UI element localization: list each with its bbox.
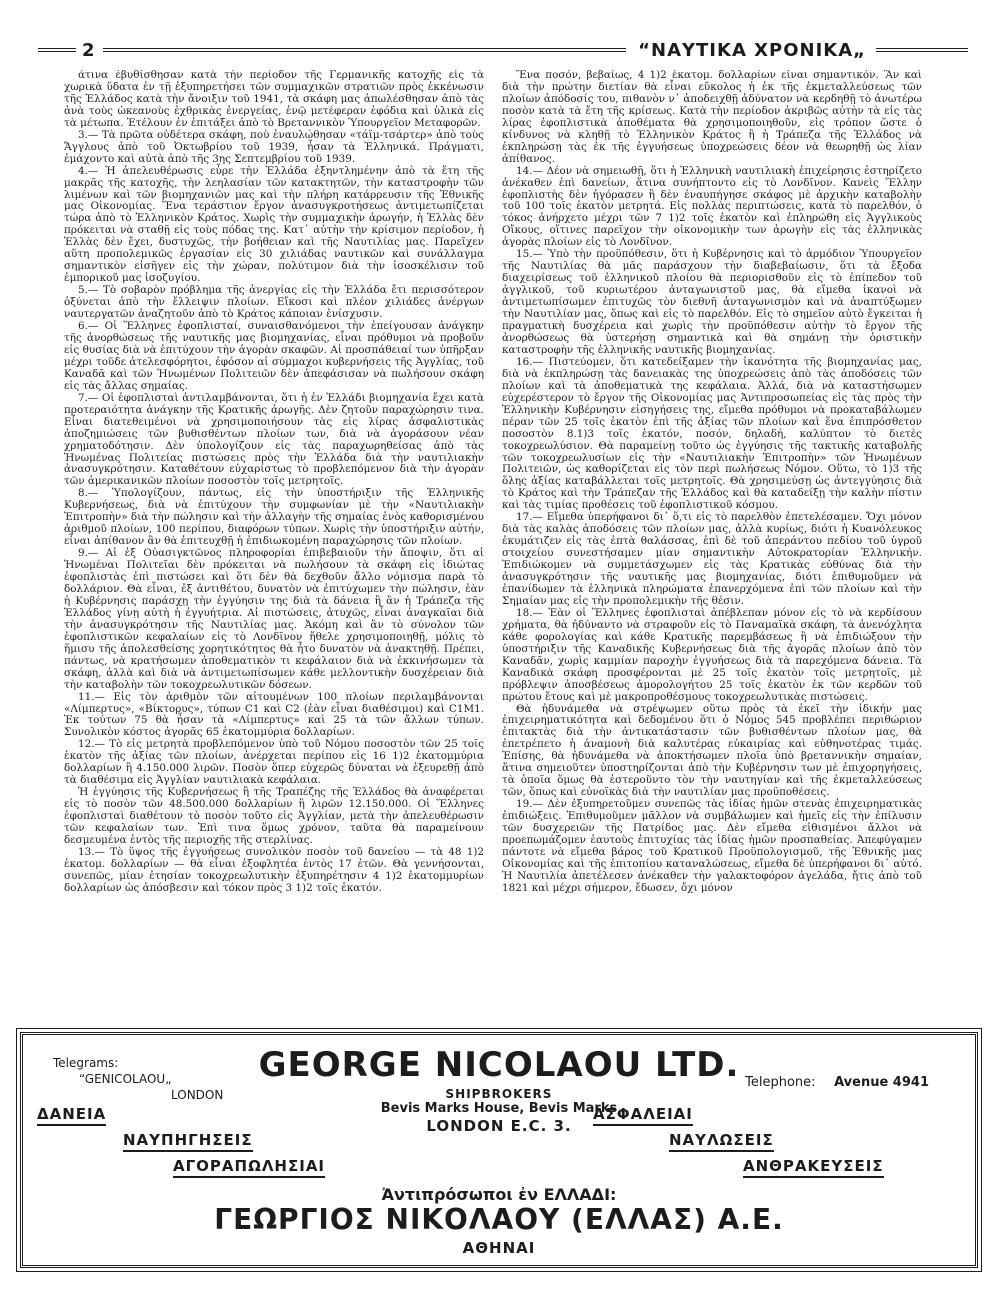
ad-subtitle: SHIPBROKERS xyxy=(445,1087,553,1101)
header-rule xyxy=(876,48,968,52)
paragraph: 8.— Ὑπολογίζουν, πάντως, εἰς τὴν ὑποστήριξιν τῆς Ἑλληνικῆς Κυβερνήσεως, διὰ νὰ ἐπιτύχουν τὴν συμφωνίαν μὲ τὴν «Ναυτιλιακὴν Ἐπιτροπὴν» διὰ τὴν πώλησιν καὶ τὴν ἀλλαγὴν τῆς σημαίας ἑνὸς καθορισμένου ἀριθμοῦ πλοίων, 100 περίπου, διαφόρων τύπων. Χωρὶς τὴν ὑποστήριξιν αὐτήν, εἶναι ἀπίθανον ἂν θὰ ἐπιτευχθῇ ἡ ἐπιδιωκομένη παραχώρησις τῶν πλοίων. xyxy=(64,487,484,548)
article-body xyxy=(64,70,922,1024)
paragraph: 9.— Αἱ ἐξ Οὐασιγκτῶνος πληροφορίαι ἐπιβεβαιοῦν τὴν ἄποψιν, ὅτι αἱ Ἡνωμέναι Πολιτεῖαι δὲν πρόκειται νὰ πωλήσουν τὰ σκάφη εἰς ἰδιώτας ἐφοπλιστὰς ἐπὶ πιστώσει καὶ ὅτι δὲν θὰ δεχθοῦν ἄλλο νόμισμα παρὰ τὸ δολλάριον. Θὰ εἶναι, ἐξ ἀντιθέτου, δυνατὸν νὰ ἐπιτύχωμεν τὴν πώλησιν, ἐὰν ἡ Κυβέρνησις παράσχῃ τὴν ἐγγύησιν της διὰ τὰ δάνεια ἢ ἂν ἡ Τράπεζα τῆς Ἑλλάδος γίνῃ αὐτὴ ἡ ἐγγυήτρια. Αἱ πιστώσεις, ἀτυχῶς, εἶναι ἀναγκαῖαι διὰ τὴν ἀνασυγκρότησιν τῆς Ναυτιλίας μας. Ἀκόμη καὶ ἂν τὸ σύνολον τῶν ἐφοπλιστικῶν κεφαλαίων εἰς τὸ Λονδῖνον ἤθελε χρησιμοποιηθῇ, μόλις τὸ ἥμισυ τῆς ἀπολεσθείσης χορητικότητος θὰ ἦτο δυνατὸν νὰ ἀνακτηθῇ. Πρέπει, πάντως, νὰ κρατήσωμεν ἀποθεματικὸν τι κεφάλαιον διὰ νὰ ἐκκινήσωμεν τὰ σκάφη, ἀλλὰ καὶ διὰ νὰ ἀντιμετωπίσωμεν κάθε μελλοντικὴν δυσχέρειαν διὰ τὴν καταβολὴν τῶν τοκοχρεωλυτικῶν δόσεων. xyxy=(64,547,484,691)
page-header xyxy=(38,36,968,64)
paragraph: 18.— Ἐὰν οἱ Ἕλληνες ἐφοπλισταὶ ἀπέβλεπαν μόνον εἰς τὸ νὰ κερδίσουν χρήματα, θὰ ἠδύναντο νὰ στραφοῦν εἰς τὸ Παναμαϊκὰ σκάφη, τὰ ἀνενόχλητα κάθε φορολογίας καὶ κάθε Κρατικῆς παρεμβάσεως ἢ νὰ ἐπιδιώξουν τὴν ὑποστήριξιν τῆς Καναδικῆς Κυβερνήσεως διὰ τῆς ἀγορᾶς πλοίων ἀπὸ τὸν Καναδᾶν, χωρὶς καμμίαν παροχὴν ἐγγυήσεως διὰ τὰ παρεχόμενα δάνεια. Τὰ Καναδικὰ σκάφη προσφέρονται μὲ 25 τοῖς ἑκατὸν τοῖς μετρητοῖς, μὲ πρόβλεψιν ἀποσβέσεως ἀμορολογήτου 25 τοῖς ἑκατὸν ἐκ τῶν κερδῶν τοῦ πρώτου ἔτους καὶ μὲ μακροπροθέσμους τοκοχρεωλυτικὰς πιστώσεις. xyxy=(502,606,922,703)
paragraph: Ἕνα ποσόν, βεβαίως, 4 1)2 ἑκατομ. δολλαρίων εἶναι σημαντικόν. Ἂν καὶ διὰ τὴν πρώτην διετίαν θὰ εἶναι εὔκολος ἡ ἐκ τῆς ἐκμεταλλεύσεως τῶν πλοίων ἀπόδοσίς του, πιθανὸν ν᾽ ἀποδειχθῇ ἀδύνατον νὰ κερδηθῇ τὸ ἀνωτέρω ποσὸν κατὰ τὰ ἔτη τῆς κρίσεως. Κατὰ τὴν περίοδον ἀκριβῶς αὐτὴν τὰ εἰς τὰς λίρας ἐφοπλιστικὰ ἀποθέματα θὰ χρησιμοποιηθοῦν, εἰς τρόπον ὥστε ὁ κίνδυνος νὰ κληθῇ τὸ Ἑλληνικὸν Κράτος ἢ ἡ Τράπεζα τῆς Ἑλλάδος νὰ ἐκπληρώσῃ τὰς ἐκ τῆς ἐγγυήσεως ὑποχρεώσεις δέον νὰ θεωρηθῇ ὡς λίαν ἀπίθανος. xyxy=(502,70,922,165)
paragraph: 7.— Οἱ ἐφοπλισταὶ ἀντιλαμβάνονται, ὅτι ἡ ἐν Ἑλλάδι βιομηχανία ἔχει κατὰ προτεραιότητα ἀνάγκην τῆς Κρατικῆς ἀρωγῆς. Δὲν ζητοῦν παραχώρησιν τινα. Εἶναι διατεθειμένοι νὰ χρησιμοποιήσουν τὰς εἰς λίρας ἀσφαλιστικὰς ἀποζημιώσεις τῶν βυθισθέντων πλοίων των, διὰ νὰ ἀγοράσουν νέαν χρηματοδότησιν. Δὲν ὑπολογίζουν εἰς τὰς παραχωρηθείσας ἀπὸ τὰς Ἡνωμένας Πολιτείας πιστώσεις πρὸς τὴν Ἑλλάδα διὰ τὴν ναυτιλιακὴν ἀνασυγκρότησιν. Καταθέτουν εὐχαρίστως τὸ προβλεπόμενον διὰ τὴν ἀγορὰν τῶν ἀμερικανικῶν πλοίων ποσοστὸν τοῖς μετρητοῖς. xyxy=(64,391,484,488)
paragraph: 4.— Ἡ ἀπελευθέρωσις εὗρε τὴν Ἑλλάδα ἐξηντλημένην ἀπὸ τὰ ἔτη τῆς μακρᾶς τῆς κατοχῆς, τὴν λεηλασίαν τῶν κατακτητῶν, τὴν καταστροφὴν τῶν λιμένων καὶ τῶν βιομηχανιῶν μας καὶ τὴν πλήρη κατάρρευσιν τῆς Ἐθνικῆς μας Οἰκονομίας. Ἕνα τεράστιον ἔργον ἀνασυγκροτήσεως ἀντιμετωπίζεται τώρα ἀπὸ τὸ Ἑλληνικὸν Κράτος. Χωρὶς τὴν συμμαχικὴν ἀρωγήν, ἡ Ἑλλὰς δὲν πρόκειται νὰ σταθῇ εἰς τοὺς πόδας της. Κατ᾽ αὐτὴν τὴν κρίσιμον περίοδον, ἡ Ἑλλὰς δὲν ἔχει, δυστυχῶς, τὴν βοήθειαν καὶ τῆς Ναυτιλίας μας. Παρεῖχεν αὕτη προπολεμικῶς ἐργασίαν εἰς 30 χιλιάδας ναυτικῶν καὶ συνάλλαγμα σημαντικὸν εἰσῆγεν εἰς τὴν χώραν, πολύτιμον διὰ τὴν ἰσοσκέλισιν τοῦ ἐμπορικοῦ μας ἰσοζυγίου. xyxy=(64,164,484,285)
representatives-title: Ἀντιπρόσωποι ἐν ΕΛΛΑΔΙ: xyxy=(381,1185,617,1204)
paragraph: 12.— Τὸ εἰς μετρητὰ προβλεπόμενον ὑπὸ τοῦ Νόμου ποσοστὸν τῶν 25 τοῖς ἑκατὸν τῆς ἀξίας τῶν πλοίων, ἀνέρχεται περίπου εἰς 16 1)2 ἑκατομμύρια δολλαρίων ἢ 4.150.000 λιρῶν. Ποσὸν ὅπερ εὐχερῶς δύναται νὰ ἐξευρεθῇ ἀπὸ τὰ διαθέσιμα εἰς Ἀγγλίαν ναυτιλιακὰ κεφάλαια. xyxy=(64,738,484,787)
paragraph: 11.— Εἰς τὸν ἀριθμὸν τῶν αἰτουμένων 100 πλοίων περιλαμβάνονται «Λίμπερτυς», «Βίκτορυς», τύπων C1 καὶ C2 (ἐὰν εἶναι διαθέσιμοι) καὶ C1M1. Ἐκ τούτων 75 θὰ ἦσαν τὰ «Λίμπερτυς» καὶ 25 τὰ τῶν ἄλλων τύπων. Συνολικὸν κόστος ἀγορᾶς 65 ἑκατομμύρια δολλαρίων. xyxy=(64,690,484,739)
page-number: 2 xyxy=(82,39,95,61)
paragraph: 17.— Εἴμεθα ὑπερήφανοι δι᾽ ὅ,τι εἰς τὸ παρελθὸν ἐπετελέσαμεν. Ὄχι μόνον διὰ τὰς καλὰς ἀποδόσεις τῶν πλοίων μας, ἀλλὰ κυρίως, διότι ἡ Κυανόλευκος ἐκυμάτιζεν εἰς τὰς ἑπτὰ θαλάσσας, ἐπὶ δὲ τοῦ ἀπεράντου πεδίου τοῦ ὑγροῦ στοιχείου συνεστήσαμεν μίαν σημαντικὴν Αὐτοκρατορίαν Ἑλληνικήν. Ἐπιδιώκομεν νὰ συμμετάσχωμεν εἰς τὰς Κρατικὰς εὐθύνας διὰ τὴν ἀνασυγκρότησιν τῆς ναυτικῆς μας βιομηχανίας, διότι ἐπιθυμοῦμεν νὰ ἐπανίδωμεν τὰ ἑλληνικὰ πληρώματα ἐπανερχόμενα ἐπὶ τῶν πλοίων καὶ τὴν Σημαίαν μας εἰς τὴν προπολεμικὴν τῆς θέσιν. xyxy=(502,511,922,607)
ad-address: Bevis Marks House, Bevis Marks xyxy=(380,1101,618,1116)
representatives-city: ΑΘΗΝΑΙ xyxy=(462,1239,536,1257)
service-charters: ΝΑΥΛΩΣΕΙΣ xyxy=(669,1131,774,1152)
left-column xyxy=(64,70,484,1024)
paragraph: 3.— Τὰ πρῶτα οὐδέτερα σκάφη, ποὺ ἐναυλώθησαν «τάϊμ-τσάρτερ» ἀπὸ τοὺς Ἄγγλους ἀπὸ τοῦ Ὀκτωβρίου τοῦ 1939, ἦσαν τὰ Ἑλληνικά. Πράγματι, ἐμάχοντο καὶ αὐτὰ ἀπὸ τῆς 3ης Σεπτεμβρίου τοῦ 1939. xyxy=(64,128,484,165)
advertisement-box xyxy=(20,1032,978,1268)
paragraph: 6.— Οἱ Ἕλληνες ἐφοπλισταί, συναισθανόμενοι τὴν ἐπείγουσαν ἀνάγκην τῆς ἀνορθώσεως τῆς ναυτικῆς μας βιομηχανίας, εἶναι πρόθυμοι νὰ προβοῦν εἰς θυσίας διὰ νὰ ἐπιτύχουν τὴν ἀγορὰν σκαφῶν. Αἱ προσπάθειαί των ὑπῆρξαν μέχρι τοῦδε ἀτελεσφόρητοι, ἐφόσον αἱ σύμμαχοι κυβερνήσεις τῆς Ἀγγλίας, τοῦ Καναδᾶ καὶ τῶν Ἡνωμένων Πολιτειῶν δὲν ἀπεφάσισαν νὰ πωλήσουν σκάφη εἰς τὰς ἄλλας σημαίας. xyxy=(64,320,484,392)
paragraph: 13.— Τὸ ὕψος τῆς ἐγγυήσεως συνολικὸν ποσὸν τοῦ δανείου — τὰ 48 1)2 ἑκατομ. δολλαρίων — θὰ εἶναι ἐξοφλητέα ἐντὸς 17 ἐτῶν. Θὰ γεννήσονται, συνεπῶς, μίαν ἐτησίαν τοκοχρεωλυτικὴν ἐξυπηρέτησιν 4 1)2 ἑκατομμυρίων δολλαρίων ὡς ἀπόσβεσιν καὶ τόκον πρὸς 3 1)2 τοῖς ἑκατόν. xyxy=(64,845,484,894)
service-insurance: ΑΣΦΑΛΕΙΑΙ xyxy=(593,1105,693,1126)
paragraph: 15.— Ὑπὸ τὴν προϋπόθεσιν, ὅτι ἡ Κυβέρνησις καὶ τὸ ἁρμόδιον Ὑπουργεῖον τῆς Ναυτιλίας θὰ μᾶς παράσχουν τὴν διαβεβαίωσιν, ὅτι τὰ ἔξοδα διαχειρίσεως τοῦ ἑλληνικοῦ πλοίου θὰ περιορισθοῦν εἰς τὸ ἐπίπεδον τοῦ ἀγγλικοῦ, τοῦ κυριωτέρου ἀνταγωνιστοῦ μας, θὰ εἴμεθα ἱκανοὶ νὰ ἀντιμετωπίσωμεν ἐπιτυχῶς τὸν διεθνῆ ἀνταγωνισμὸν καὶ νὰ ἀναπτύξωμεν τὴν Ναυτιλίαν μας, ὅπως καὶ εἰς τὸ παρελθόν. Εἰς τὸ σημεῖον αὐτὸ ἔγκειται ἡ πραγματικὴ δυσχέρεια καὶ χωρὶς τὴν προϋπόθεσιν αὐτὴν τὸ ἔργον τῆς ἀνορθώσεως θὰ ὑστερήσῃ σημαντικὰ καὶ θὰ σημάνῃ τὴν ὁριστικὴν καταστροφὴν τῆς ἑλληνικῆς ναυτικῆς βιομηχανίας. xyxy=(502,248,922,356)
header-rule xyxy=(103,48,627,52)
telephone-label: Telephone: xyxy=(745,1075,816,1090)
masthead-title: “ΝΑΥΤΙΚΑ ΧΡΟΝΙΚΑ„ xyxy=(638,39,866,61)
paragraph: 19.— Δὲν ἐξυπηρετοῦμεν συνεπῶς τὰς ἰδίας ἡμῶν στενὰς ἐπιχειρηματικὰς ἐπιδιώξεις. Ἐπιθυμοῦμεν μᾶλλον νὰ συμβάλωμεν καὶ ἡμεῖς εἰς τὴν ἐπίλυσιν τῶν δυσχερειῶν τῆς Πατρίδος μας. Δὲν εἴμεθα εἰθισμένοι ἄλλοι νὰ προεπωμάζομεν ἑαυτοὺς ἐπιτυχίας τὰς ἰδίας ἡμῶν προσπαθείας. Ἀπεφύγαμεν πάντοτε νὰ εἴμεθα βάρος τοῦ Κρατικοῦ Προϋπολογισμοῦ, τῆς Ἐθνικῆς μας Οἰκονομίας καὶ τῆς ἐπιτοπίου καταναλώσεως, εἴμεθα δὲ ὑπερήφανοι δι᾽ αὐτό. Ἡ Ναυτιλία ἀπετέλεσεν ἀνέκαθεν τὴν γαλακτοφόρον ἀγελάδα, ἤτις ἀπὸ τοῦ 1821 καὶ μέχρι σήμερον, ἔδωσεν, ὄχι μόνον xyxy=(502,798,922,894)
header-rule xyxy=(38,48,76,52)
service-loans: ΔΑΝΕΙΑ xyxy=(37,1105,106,1126)
paragraph: 14.— Δέον νὰ σημειωθῇ, ὅτι ἡ Ἑλληνικὴ ναυτιλιακὴ ἐπιχείρησις ἐστηρίζετο ἀνέκαθεν ἐπὶ δανείων, ἅτινα συνήπτοντο εἰς τὸ Λονδῖνον. Κανεὶς Ἕλλην ἐφοπλιστὴς δὲν ἠγόρασεν ἢ δὲν ἐναυπήγησε σκάφος μὲ ἀρχικὴν καταβολὴν τοῦ 100 τοῖς ἑκατὸν μετρητά. Εἰς πολλὰς περιπτώσεις, κατὰ τὸ παρελθόν, ὁ τόκος ἀνήρχετο μέχρι τῶν 7 1)2 τοῖς ἑκατὸν καὶ ἐπληρώθη εἰς Ἀγγλικοὺς Οἴκους, οἵτινες παρεῖχον τὴν οἰκονομικὴν των ἀρωγὴν εἰς τὰς ἑλληνικὰς ἀγορὰς πλοίων εἰς τὸ Λονδῖνον. xyxy=(502,164,922,249)
telephone-value: Avenue 4941 xyxy=(834,1075,929,1090)
right-column xyxy=(502,70,922,1024)
paragraph: 5.— Τὸ σοβαρὸν πρόβλημα τῆς ἀνεργίας εἰς τὴν Ἑλλάδα ἔτι περισσότερον ὀξύνεται ἀπὸ τὴν ἔλλειψιν πλοίων. Εἴκοσι καὶ πλέον χιλιάδες ἀνέργων ναυτεργατῶν ἀναζητοῦν ἀπὸ τὸ Κράτος κάποιαν ἐνίσχυσιν. xyxy=(64,284,484,321)
telegrams-code: “GENICOLAOU„ xyxy=(79,1072,172,1086)
telegrams-label: Telegrams: xyxy=(53,1056,119,1070)
service-bunkering: ΑΝΘΡΑΚΕΥΣΕΙΣ xyxy=(743,1157,884,1178)
telegrams-city: LONDON xyxy=(171,1088,224,1102)
ad-city: LONDON E.C. 3. xyxy=(426,1117,572,1135)
service-shipbuilding: ΝΑΥΠΗΓΗΣΕΙΣ xyxy=(123,1131,253,1152)
paragraph: Ἡ ἐγγύησις τῆς Κυβερνήσεως ἢ τῆς Τραπέζης τῆς Ἑλλάδος θὰ ἀναφέρεται εἰς τὸ ποσὸν τῶν 48.500.000 δολλαρίων ἢ λιρῶν 12.150.000. Οἱ Ἕλληνες ἐφοπλισταὶ διαθέτουν τὸ ποσὸν τοῦτο εἰς Ἀγγλίαν, μετὰ τὴν ἀπελευθέρωσιν τῶν κεφαλαίων των. Ἐπὶ τινα ὅμως χρόνον, ταῦτα θὰ παραμείνουν δεσμευμένα ἐντὸς τῆς περιοχῆς τῆς στερλίνας. xyxy=(64,786,484,846)
paragraph: 16.— Πιστεύομεν, ὅτι κατεδείξαμεν τὴν ἱκανότητα τῆς βιομηχανίας μας, διὰ νὰ ἐκπληρώσῃ τὰς δανειακὰς της ὑποχρεώσεις ἀπὸ τὰς ἀποδόσεις τῶν πλοίων καὶ τὰ ἀποθεματικὰ της κεφάλαια. Ἀλλά, διὰ νὰ καταστήσωμεν εὐχερέστερον τὸ ἔργον τῆς Οἰκονομίας μας Ἀντιπροσωπείας εἰς τὰς πρὸς τὴν Ἑλληνικὴν Κυβέρνησιν εἰσηγήσεις της, εἴμεθα πρόθυμοι νὰ προκαταβάλωμεν πέραν τῶν 25 τοῖς ἑκατὸν ἐπὶ τῆς ἀξίας τῶν πλοίων καὶ ἕνα ἐπιπρόσθετον ποσοστὸν 8.1)3 τοῖς ἑκατόν, ποσόν, δηλαδή, καλύπτον τὸ διετὲς τοκοχρεωλύσιον. Θὰ παραμείνῃ τοῦτο ὡς ἐγγύησις τῆς τακτικῆς καταβολῆς τῶν τοκοχρεωλυσίων εἰς τὴν «Ναυτιλιακὴν Ἐπιτροπὴν» τῶν Ἡνωμένων Πολιτειῶν, ὡς καθορίζεται εἰς τὸν περὶ πωλήσεως Νόμον. Οὕτω, τὸ 1)3 τῆς ὅλης ἀξίας καταβάλλεται τοῖς μετρητοῖς. Θὰ χρησιμεύσῃ ὡς ἀντεγγύησις διὰ τὸ Κράτος καὶ τὴν Τράπεζαν τῆς Ἑλλάδος καὶ θὰ καταδείξῃ τὴν καλὴν πίστιν καὶ τὰς τιμίας προθέσεις τοῦ ἐφοπλιστικοῦ κόσμου. xyxy=(502,355,922,512)
paragraph: Θὰ ἠδυνάμεθα νὰ στρέψωμεν οὕτω πρὸς τὰ ἐκεῖ τὴν ἰδικήν μας ἐπιχειρηματικότητα καὶ δεδομένου ὅτι ὁ Νόμος 545 προβλέπει περιθώριον ἐπιτακτὰς διὰ τὴν ἀντικατάστασιν τῶν βυθισθέντων πλοίων μας, θὰ ἐπετρέπετο ἡ ἀναμονὴ διὰ καλυτέρας εὐκαιρίας καὶ εὐθηνοτέρας τιμάς. Ἐπίσης, θὰ ἠδυνάμεθα νὰ ἀποκτήσωμεν πλοῖα ὑπὸ βρεταννικὴν σημαίαν, ἅτινα σημειοῦτεν ὑποστηρίζονται ἀπὸ τὴν Κυβέρνησιν των μὲ ἐπιχορηγήσεις, τὰ ὁποῖα ὅμως θὰ ἐστεροῦντο τὸν τὴν ναυτηγίαν καὶ τῆς ἐκμεταλλεύσεως τῶν, ὅπως καὶ εὐνοϊκὰς διὰ τὴν ναυτιλίαν μας προϋποθέσεις. xyxy=(502,702,922,799)
service-sales: ΑΓΟΡΑΠΩΛΗΣΙΑΙ xyxy=(173,1157,325,1178)
ad-company-name: GEORGE NICOLAOU LTD. xyxy=(258,1045,740,1085)
telephone-block xyxy=(745,1075,929,1090)
paragraph: άτινα ἐβυθίσθησαν κατὰ τὴν περίοδον τῆς Γερμανικῆς κατοχῆς εἰς τὰ χωρικὰ ὕδατα ἐν τῇ ἐξυπηρετήσει τῶν συμμαχικῶν στρατιῶν πρὸς ἐκκένωσιν τῆς Ἑλλάδος κατὰ τὴν ἄνοιξιν τοῦ 1941, τὰ σκάφη μας ἀπωλέσθησαν ἀπὸ τὰς ἀνὰ τοὺς ὠκεανοὺς ἐχθρικὰς ἐνεργείας, ἐνῷ μετέφεραν ἐφόδια καὶ ὑλικὰ εἰς τὰ μέτωπα. Ἐτέλουν ἐν ἐπιτάξει ἀπὸ τὸ Βρεταννικὸν Ὑπουργεῖον Μεταφορῶν. xyxy=(64,70,484,129)
representatives-company: ΓΕΩΡΓΙΟΣ ΝΙΚΟΛΑΟΥ (ΕΛΛΑΣ) Α.Ε. xyxy=(214,1203,784,1236)
